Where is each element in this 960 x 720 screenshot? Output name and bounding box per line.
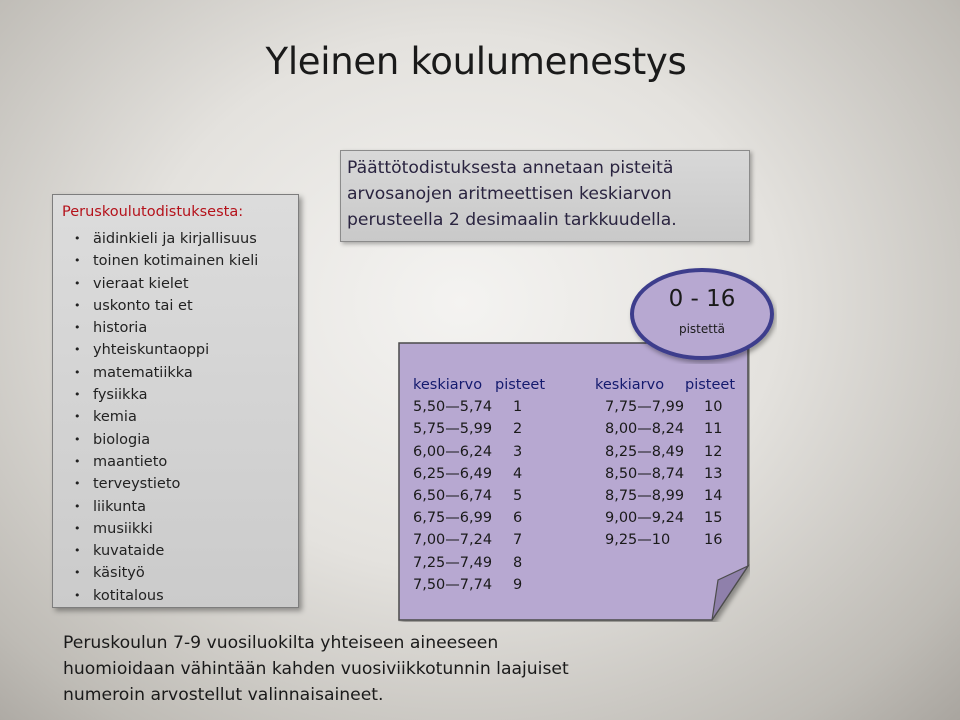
table-row [413,463,573,485]
range-dash: — [445,510,460,527]
table-row [595,418,755,440]
subject-item [53,228,258,250]
table-row [413,552,573,574]
avg-to: 6,99 [459,510,493,527]
table-right-column [595,374,755,552]
subject-item [53,362,258,384]
bullet-icon: • [74,321,81,335]
subject-item [53,273,258,295]
avg-from: 6,75 [413,510,446,527]
header-keskiarvo-right: keskiarvo [595,377,665,393]
bullet-icon: • [74,544,81,558]
table-row [413,396,573,418]
table-header-left [413,374,573,396]
table-row [413,485,573,507]
avg-from: 7,50 [413,576,446,593]
range-dash: — [637,510,652,527]
avg-range [413,396,492,418]
table-row [595,485,755,507]
subject-item [53,451,258,473]
bullet-icon: • [74,477,81,491]
table-row [595,507,755,529]
badge-range: 0 - 16 [668,286,736,312]
subjects-list [53,228,258,607]
range-dash: — [637,532,652,549]
intro-line-3: perusteella 2 desimaalin tarkkuudella. [347,210,677,230]
subject-label: äidinkieli ja kirjallisuus [93,231,257,247]
subject-label: käsityö [93,565,145,582]
points-value: 15 [704,510,723,527]
bullet-icon: • [74,343,81,357]
bullet-icon: • [74,454,81,468]
bullet-icon: • [74,365,81,379]
avg-to: 5,74 [459,399,493,416]
avg-to: 7,74 [459,576,493,593]
bullet-icon: • [74,566,81,580]
subject-item [53,518,258,540]
range-dash: — [445,576,460,593]
points-value: 13 [704,465,723,482]
bullet-icon: • [74,499,81,513]
subject-item [53,406,258,428]
avg-range [413,485,492,507]
avg-to: 6,49 [459,465,493,482]
avg-from: 7,00 [413,532,446,549]
points-value: 8 [513,554,523,571]
avg-range [413,463,492,485]
subject-item [53,339,258,361]
subject-item [53,562,258,584]
avg-range [595,463,684,485]
table-row [595,396,755,418]
avg-to: 7,24 [459,532,493,549]
table-row [595,463,755,485]
avg-range [595,396,684,418]
points-value: 2 [513,421,523,438]
subject-label: kuvataide [93,543,165,560]
footer-line-2: huomioidaan vähintään kahden vuosiviikkotunnin laajuiset [63,659,569,679]
avg-from: 7,75 [605,399,638,416]
range-dash: — [637,399,652,416]
range-dash: — [445,532,460,549]
avg-to: 9,24 [651,510,685,527]
bullet-icon: • [74,232,81,245]
avg-range [595,507,684,529]
range-dash: — [445,554,460,571]
table-row [413,507,573,529]
footer-line-3: numeroin arvostellut valinnaisaineet. [63,685,384,705]
subject-item [53,429,258,451]
avg-to: 7,99 [651,399,685,416]
bullet-icon: • [74,521,81,535]
range-dash: — [637,421,652,438]
avg-from: 6,00 [413,443,446,460]
range-dash: — [445,487,460,504]
subject-item [53,384,258,406]
subject-item [53,496,258,518]
subject-item [53,317,258,339]
subject-label: historia [93,320,148,337]
points-value: 14 [704,487,723,504]
points-value: 12 [704,443,723,460]
table-row [595,441,755,463]
bullet-icon: • [74,410,81,424]
subject-item [53,295,258,317]
range-dash: — [445,399,460,416]
points-table-note [398,342,750,622]
range-dash: — [445,443,460,460]
subject-item [53,540,258,562]
range-dash: — [637,487,652,504]
subject-label: fysiikka [93,387,148,404]
subject-label: kemia [93,409,137,426]
avg-to: 10 [651,532,671,549]
subject-label: toinen kotimainen kieli [93,253,259,270]
subject-label: biologia [93,431,151,448]
subjects-box [52,194,299,608]
subject-label: liikunta [93,498,146,515]
points-range-badge [627,266,777,364]
subject-item [53,250,258,272]
table-header-right [595,374,755,396]
points-value: 3 [513,443,523,460]
range-dash: — [637,465,652,482]
avg-range [413,418,492,440]
bullet-icon: • [74,276,81,290]
subject-label: terveystieto [93,476,181,493]
avg-range [595,485,684,507]
intro-text-box [340,150,750,242]
header-pisteet-right: pisteet [685,377,735,393]
avg-range [595,529,670,551]
avg-from: 7,25 [413,554,446,571]
subject-item [53,473,258,495]
header-pisteet-left: pisteet [495,377,545,393]
points-value: 16 [704,532,723,549]
footer-line-1: Peruskoulun 7-9 vuosiluokilta yhteiseen aineeseen [63,633,499,653]
header-keskiarvo-left: keskiarvo [413,377,483,393]
avg-from: 6,25 [413,465,446,482]
table-left-column [413,374,573,596]
table-row [413,529,573,551]
bullet-icon: • [74,588,81,602]
avg-to: 7,49 [459,554,493,571]
table-row [413,418,573,440]
page-title: Yleinen koulumenestys [265,40,687,83]
avg-range [595,418,684,440]
avg-to: 6,24 [459,443,493,460]
bullet-icon: • [74,388,81,402]
avg-to: 6,74 [459,487,493,504]
avg-from: 8,75 [605,487,638,504]
avg-range [595,441,684,463]
intro-line-2: arvosanojen aritmeettisen keskiarvon [347,184,672,204]
subject-label: matematiikka [93,364,193,381]
avg-from: 5,75 [413,421,446,438]
range-dash: — [445,421,460,438]
avg-from: 8,00 [605,421,638,438]
subject-item [53,585,258,607]
subject-label: vieraat kielet [93,275,189,292]
avg-to: 5,99 [459,421,493,438]
subjects-heading: Peruskoulutodistuksesta: [62,204,244,220]
avg-range [413,552,492,574]
avg-to: 8,74 [651,465,685,482]
points-value: 11 [704,421,723,438]
footer-note [63,630,663,708]
avg-from: 8,50 [605,465,638,482]
avg-range [413,574,492,596]
points-value: 1 [513,399,523,416]
subject-label: musiikki [93,520,153,537]
points-value: 7 [513,532,523,549]
bullet-icon: • [74,432,81,446]
subject-label: uskonto tai et [93,297,193,314]
bullet-icon: • [74,298,81,312]
badge-oval [627,266,777,364]
avg-to: 8,24 [651,421,685,438]
points-value: 5 [513,487,523,504]
range-dash: — [637,443,652,460]
avg-to: 8,99 [651,487,685,504]
points-value: 4 [513,465,523,482]
avg-from: 6,50 [413,487,446,504]
avg-range [413,529,492,551]
avg-from: 5,50 [413,399,446,416]
avg-range [413,507,492,529]
intro-line-1: Päättötodistuksesta annetaan pisteitä [347,158,674,178]
avg-to: 8,49 [651,443,685,460]
avg-range [413,441,492,463]
points-value: 9 [513,576,523,593]
bullet-icon: • [74,254,81,268]
table-row [595,529,755,551]
range-dash: — [445,465,460,482]
avg-from: 9,00 [605,510,638,527]
avg-from: 9,25 [605,532,638,549]
table-row [413,441,573,463]
table-row [413,574,573,596]
avg-from: 8,25 [605,443,638,460]
badge-unit: pistettä [678,322,726,336]
points-value: 6 [513,510,523,527]
subject-label: kotitalous [93,587,164,604]
points-value: 10 [704,399,723,416]
subject-label: maantieto [93,453,168,470]
subject-label: yhteiskuntaoppi [93,342,210,359]
